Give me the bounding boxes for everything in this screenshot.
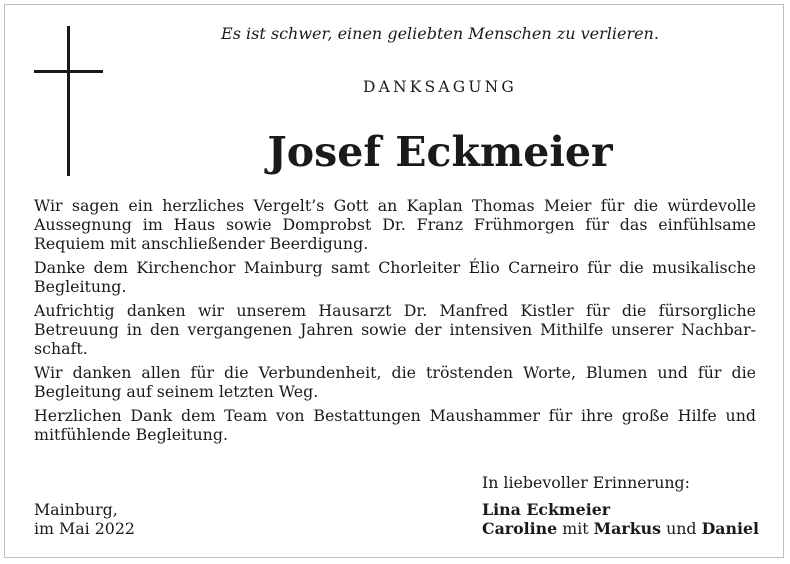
place-city: Mainburg, [34,500,118,519]
paragraph: Aufrichtig danken wir unserem Hausarzt Dr. Manfred Kistler für die fürsorgliche Betreuung in den vergangenen Jahren sowie der intensiven Mithilfe unserer Nachbarschaft. [34,301,756,359]
paragraph: Wir sagen ein herzliches Vergelt’s Gott an Kaplan Thomas Meier für die würdevolle Aussegnung im Haus sowie Domprobst Dr. Franz Frühmorgen für das einfühlsame Requiem mit anschließender Beerdigung. [34,196,756,254]
paragraph: Danke dem Kirchenchor Mainburg samt Chorleiter Élio Carneiro für die musikalische Begleitung. [34,258,756,297]
signers [482,500,759,538]
deceased-name: Josef Eckmeier [267,128,613,176]
signer-name: Caroline [482,519,558,539]
heading: DANKSAGUNG [363,78,517,96]
signer-line-1 [482,500,759,519]
body-text [34,196,756,449]
motto: Es ist schwer, einen geliebten Menschen zu verlieren. [221,24,659,43]
signer-name: Daniel [701,519,760,539]
cross-icon [0,0,110,180]
paragraph: Wir danken allen für die Verbundenheit, die tröstenden Worte, Blumen und für die Begleitung auf seinem letzten Weg. [34,363,756,402]
paragraph: Herzlichen Dank dem Team von Bestattungen Maushammer für ihre große Hilfe und mitfühlende Begleitung. [34,406,756,445]
place-date-text: im Mai 2022 [34,519,135,539]
signer-conjunction: mit [562,519,589,539]
closing-line: In liebevoller Erinnerung: [482,473,690,492]
signer-name: Lina Eckmeier [482,500,611,519]
place-date [34,500,135,538]
signer-conjunction: und [666,519,697,539]
signer-name: Markus [593,519,662,539]
signer-line-2 [482,519,759,538]
